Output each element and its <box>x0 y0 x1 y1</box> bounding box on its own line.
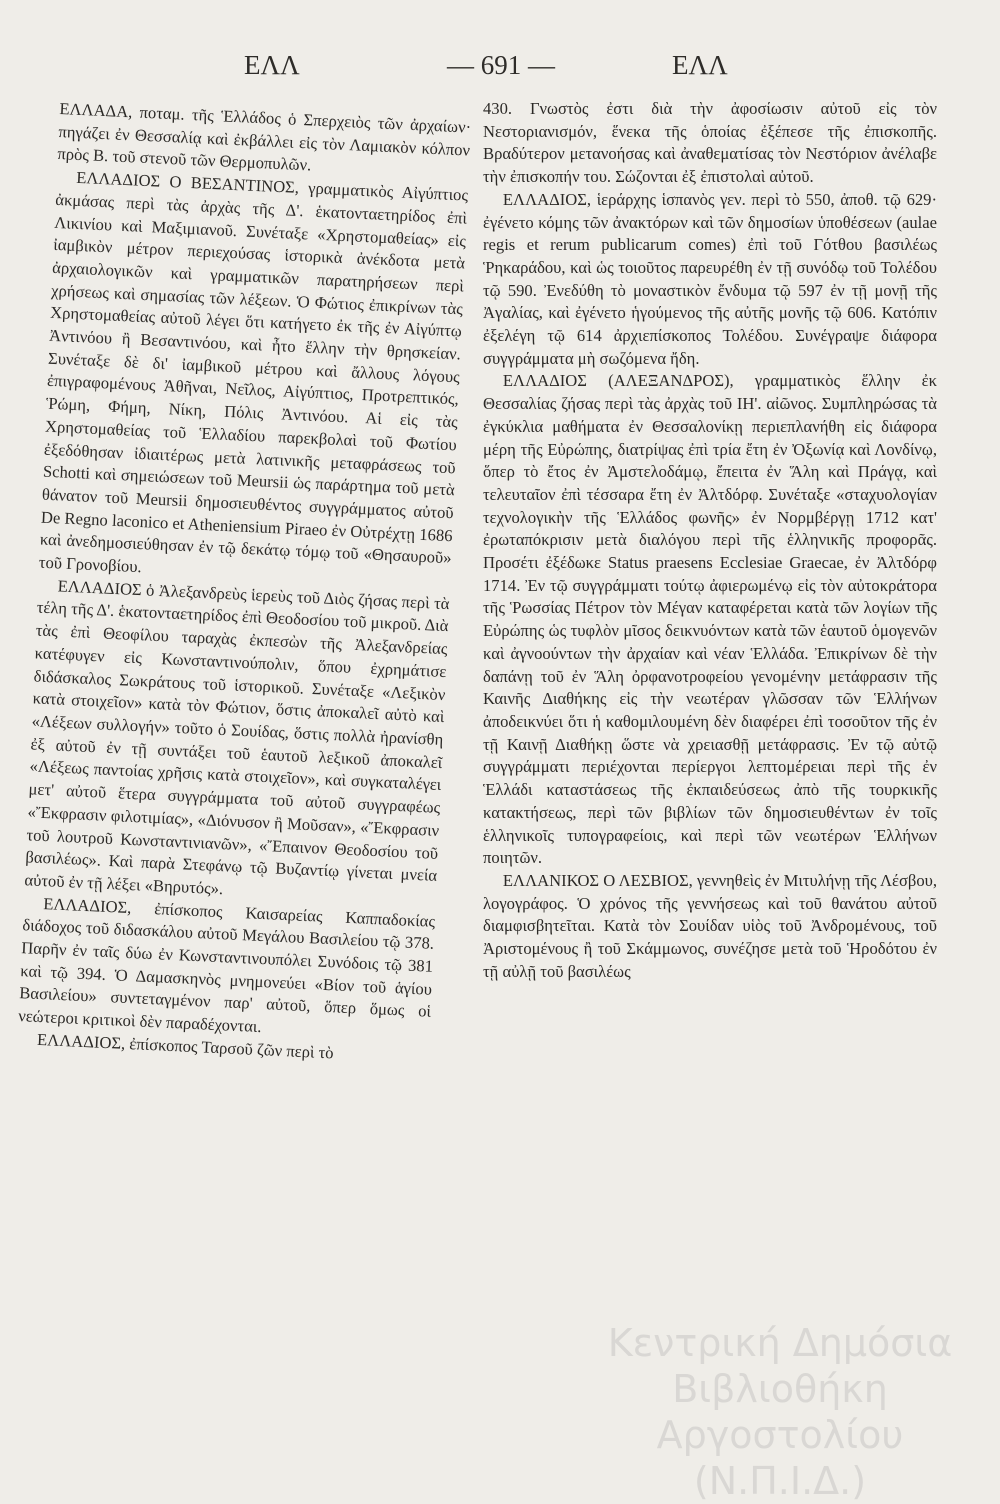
entry-helladios-besantinos: ΕΛΛΑΔΙΟΣ Ο ΒΕΣΑΝΤΙΝΟΣ, γραμματικὸς Αἰγύπτιος ἀκμάσας περὶ τὰς ἀρχὰς τῆς Δ'. ἑκατονταετηρίδος ἐπὶ Λικινίου καὶ Μαξιμιανοῦ. Συνέταξε «Χρηστομαθείας» εἰς ἰαμβικὸν μέτρον περιεχούσας ἱστορικὰ ἀνέκδοτα μετὰ ἀρχαιολογικῶν καὶ γραμματικῶν παρατηρήσεων περὶ χρήσεως καὶ σημασίας τῶν λέξεων. Ὁ Φώτιος ἐπικρίνων τὰς Χρηστομαθείας αὐτοῦ λέγει ὅτι κατήγετο ἐκ τῆς ἐν Αἰγύπτῳ Ἀντινόου ἢ Βεσαντινόου, καὶ ἦτο ἕλλην τὴν θρησκείαν. Συνέταξε δὲ δι' ἰαμβικοῦ μέτρου καὶ ἄλλους λόγους ἐπιγραφομένους Ἀθῆναι, Νεῖλος, Αἰγύπτιος, Προτρεπτικός, Ῥώμη, Φήμη, Νίκη, Πόλις Ἀντινόου. Αἱ εἰς τὰς Χρηστομαθείας τοῦ Ἑλλαδίου παρεκβολαὶ τοῦ Φωτίου ἐξεδόθησαν ἰδιαιτέρως μετὰ λατινικῆς μεταφράσεως τοῦ Schotti καὶ σημειώσεων τοῦ Meursii ὡς παράρτημα τοῦ μετὰ θάνατον τοῦ Meursii δημοσιευθέντος συγγράμματος αὐτοῦ De Regno laconico et Atheniensium Piraeo ἐν Οὐτρέχτῃ 1686 καὶ ἀνεδημοσιεύθησαν ἐν τῷ δεκάτῳ τόμῳ τοῦ «Θησαυροῦ» τοῦ Γρονοβίου. <box>38 167 469 577</box>
watermark-line-1: Κεντρική Δημόσια Βιβλιοθήκη <box>607 1321 953 1411</box>
left-column <box>17 98 472 1069</box>
entry-helladios-alexandros: ΕΛΛΑΔΙΟΣ (ΑΛΕΞΑΝΔΡΟΣ), γραμματικὸς ἕλλην ἐκ Θεσσαλίας ζήσας περὶ τὰς ἀρχὰς τοῦ ΙΗ'. αἰῶνος. Συμπληρώσας τὰ ἐγκύκλια μαθήματα ἐν Θεσσαλονίκῃ περιεπλανήθη εἰς διάφορα μέρη τῆς Εὐρώπης, διατρίψας ἐπὶ τρία ἔτη ἐν Ὀξωνίᾳ καὶ Λονδίνῳ, ὅπερ τὸ ἔτος ἐν Ἀμστελοδάμῳ, ἔπειτα ἐν Ἅλη καὶ Πράγᾳ, καὶ τελευταῖον ἐπὶ τέσσαρα ἔτη ἐν Ἀλτδόρφ. Συνέταξε «σταχυολογίαν τεχνολογικὴν τῆς Ἑλλάδος φωνῆς» ἐν Νορμβέργῃ 1712 κατ' ἐρωταπόκρισιν μετὰ διαλόγου περὶ τῆς ἑλληνικῆς προφορᾶς. Προσέτι ἐξέδωκε Status praesens Ecclesiae Graecae, ἐν Ἀλτδόρφ 1714. Ἐν τῷ συγγράμματι τούτῳ ἀφιερωμένῳ εἰς τὸν αὐτοκράτορα τῆς Ῥωσσίας Πέτρον τὸν Μέγαν καταφέρεται κατὰ τῶν λογίων τῆς Εὐρώπης ὡς τυφλὸν μῖσος δεικνυόντων κατὰ τῶν ἑαυτοῦ ὁμογενῶν καὶ ἀγνοούντων τὴν ἀρχαίαν καὶ νέαν Ἑλλάδα. Ἐπικρίνων δὲ τὴν δαπάνῃ τοῦ ἐν Ἅλη ὀρφανοτροφείου γενομένην μετάφρασιν τῆς Καινῆς Διαθήκης εἰς τὴν νεωτέραν γλῶσσαν τῶν Ἑλλήνων ἀποδεικνύει ὅτι ἡ καθομιλουμένη δὲν διαφέρει ἐπὶ τοσοῦτον τῆς ἐν τῇ Καινῇ Διαθήκῃ ὥστε νὰ χρειασθῇ μετάφρασις. Ἐν τῷ αὐτῷ συγγράμματι περιέχονται περίεργοι λεπτομέρειαι περὶ τῆς ἐν Ἑλλάδι καταστάσεως τῆς ἐκπαιδεύσεως ἀπὸ τῆς τουρκικῆς κατακτήσεως, περὶ τῶν βιβλίων τῶν δημοσιευθέντων ἐν τοῖς ἑλληνικοῖς τυπογραφείοις, καὶ περὶ τῶν νεωτέρων Ἑλλήνων ποιητῶν. <box>483 371 937 868</box>
page-number: — 691 — <box>447 50 555 80</box>
entry-helladios-tarsou-cont: 430. Γνωστὸς ἐστι διὰ τὴν ἀφοσίωσιν αὐτοῦ εἰς τὸν Νεστοριανισμόν, ἕνεκα τῆς ὁποίας ἐξέπεσε τῆς ἐπισκοπῆς. Βραδύτερον μετανοήσας καὶ ἀναθεματίσας τὸν Νεστόριον ἀνέλαβε τὴν ἐπισκοπήν του. Σώζονται ἐξ ἐπιστολαὶ αὐτοῦ. <box>483 99 937 187</box>
right-column <box>483 98 937 983</box>
entry-helladios-kaisareias: ΕΛΛΑΔΙΟΣ, ἐπίσκοπος Καισαρείας Καππαδοκίας διάδοχος τοῦ διδασκάλου αὐτοῦ Μεγάλου Βασιλείου τῷ 378. Παρῆν ἐν ταῖς δύω ἐν Κωνσταντινουπόλει Συνόδοις τῷ 381 καὶ τῷ 394. Ὁ Δαμασκηνὸς μνημονεύει «Βίον τοῦ ἁγίου Βασιλείου» συντεταγμένον παρ' αὐτοῦ, ὅπερ ὅμως οἱ νεώτεροι κριτικοὶ δὲν παραδέχονται. <box>17 893 436 1037</box>
header-right-keyword: ΕΛΛ <box>672 50 728 80</box>
entry-hellanikos-lesvios: ΕΛΛΑΝΙΚΟΣ Ο ΛΕΣΒΙΟΣ, γεννηθεὶς ἐν Μιτυλήνῃ τῆς Λέσβου, λογογράφος. Ὁ χρόνος τῆς γεννήσεως καὶ τοῦ θανάτου αὐτοῦ διαμφισβητεῖται. Κατὰ τὸν Σουίδαν υἱὸς τοῦ Ἀνδρομένους, τοῦ Ἀριστομένους ἢ τοῦ Σκάμμωνος, συνέζησε μετὰ τοῦ Ἡροδότου ἐν τῇ αὐλῇ τοῦ βασιλέως <box>483 870 937 981</box>
running-header <box>0 50 1000 90</box>
entry-ellada: ΕΛΛΑΔΑ, ποταμ. τῆς Ἑλλάδος ὁ Σπερχειὸς τῶν ἀρχαίων· πηγάζει ἐν Θεσσαλίᾳ καὶ ἐκβάλλει εἰς τὸν Λαμιακὸν κόλπον πρὸς Β. τοῦ στενοῦ τῶν Θερμοπυλῶν. <box>57 98 472 175</box>
watermark-line-2: Αργοστολίου (Ν.Π.Ι.Δ.) <box>656 1413 904 1503</box>
header-left-keyword: ΕΛΛ <box>244 50 300 80</box>
entry-helladios-alexandreus: ΕΛΛΑΔΙΟΣ ὁ Ἀλεξανδρεὺς ἱερεὺς τοῦ Διὸς ζήσας περὶ τὰ τέλη τῆς Δ'. ἑκατονταετηρίδος ἐπὶ Θεοδοσίου τοῦ μικροῦ. Διὰ τὰς ἐπὶ Θεοφίλου ταραχὰς ἐκπεσὼν τῆς Ἀλεξανδρείας κατέφυγεν εἰς Κωνσταντινούπολιν, ὅπου ἐχρημάτισε διδάσκαλος Σωκράτους τοῦ ἱστορικοῦ. Συνέταξε «Λεξικὸν κατὰ στοιχεῖον» κατὰ τὸν Φώτιον, ὅστις ἀποκαλεῖ αὐτὸ καὶ «Λέξεων συλλογήν» τοῦτο ὁ Σουίδας, ὅστις πολλὰ ἠρανίσθη ἐξ αὐτοῦ ἐν τῇ συντάξει τοῦ ἑαυτοῦ λεξικοῦ ἀποκαλεῖ «Λέξεως παντοίας χρῆσις κατὰ στοιχεῖον», καὶ συγκαταλέγει μετ' αὐτοῦ ἕτερα συγγράμματα τοῦ αὐτοῦ συγγραφέως «Ἔκφρασιν φιλοτιμίας», «Διόνυσον ἢ Μοῦσαν», «Ἔκφρασιν τοῦ λουτροῦ Κωνσταντινιανῶν», «Ἔπαινον Θεοδοσίου τοῦ βασιλέως». Καὶ παρὰ Στεφάνῳ τῷ Βυζαντίῳ γίνεται μνεία αὐτοῦ ἐν τῇ λέξει «Βηρυτός». <box>24 576 450 899</box>
entry-helladios-tarsou-start: ΕΛΛΑΔΙΟΣ, ἐπίσκοπος Ταρσοῦ ζῶν περὶ τὸ <box>36 1029 334 1063</box>
library-watermark <box>570 1320 990 1504</box>
entry-helladios-ispanos: ΕΛΛΑΔΙΟΣ, ἱεράρχης ἱσπανὸς γεν. περὶ τὸ 550, ἀποθ. τῷ 629· ἐγένετο κόμης τῶν ἀνακτόρων καὶ τῶν δημοσίων ὑποθέσεων (aulae regis et rerum publicarum comes) ἐπὶ τοῦ Γότθου βασιλέως Ῥηκαράδου, καὶ ὡς τοιοῦτος παρευρέθη ἐν τῇ συνόδῳ τοῦ Τολέδου τῷ 590. Ἐνεδύθη τὸ μοναστικὸν ἔνδυμα τῷ 597 ἐν τῇ μονῇ τῆς Ἀγαλίας, καὶ ἐγένετο ἡγούμενος τῆς αὐτῆς μονῆς τῷ 606. Κατόπιν ἐξελέγη τῷ 614 ἀρχιεπίσκοπος Τολέδου. Συνέγραψε διάφορα συγγράμματα μὴ σωζόμενα ἤδη. <box>483 189 937 368</box>
